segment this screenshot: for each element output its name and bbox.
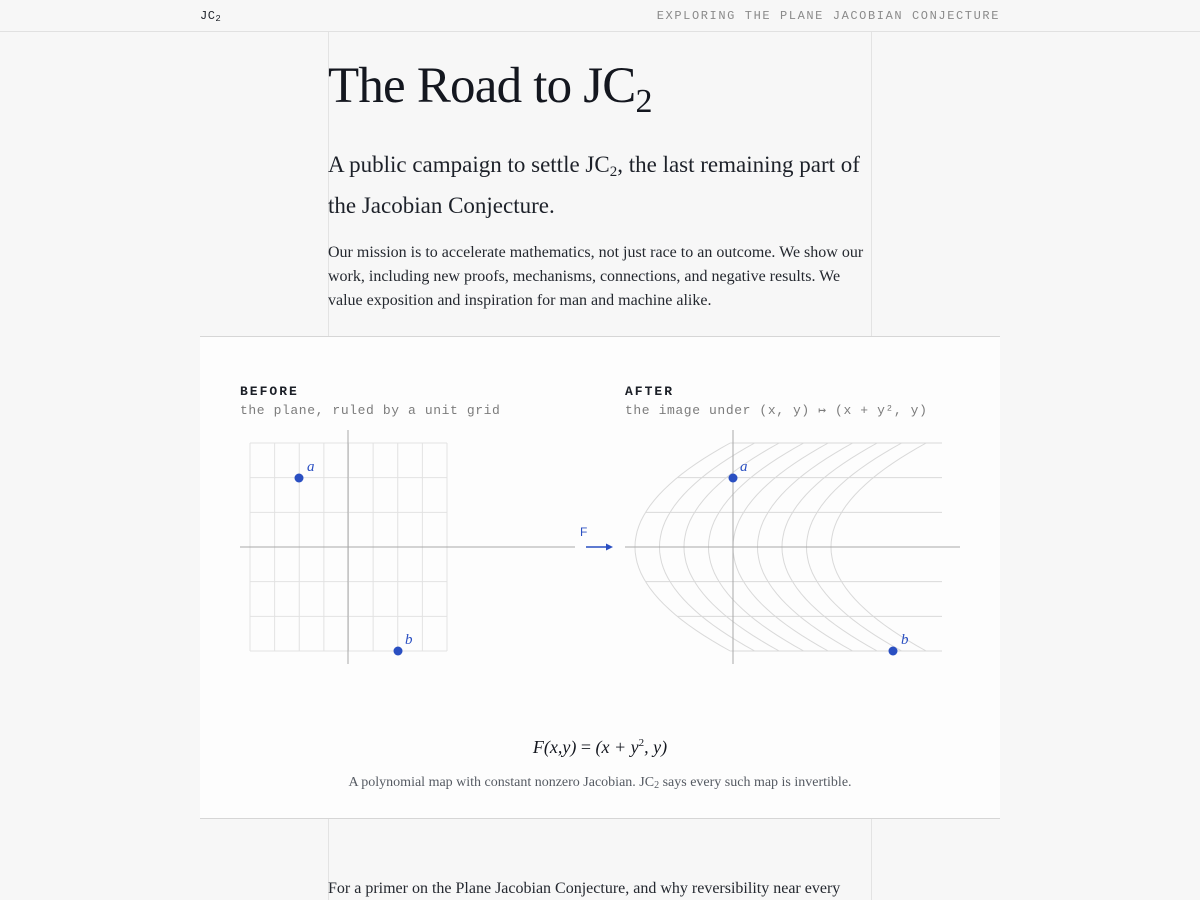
primer-paragraph: For a primer on the Plane Jacobian Conjecture, and why reversibility near every: [328, 880, 841, 897]
formula-exponent: 2: [638, 737, 645, 749]
hero-section: [328, 58, 888, 313]
after-point-b: [889, 647, 898, 656]
before-point-a: [295, 474, 304, 483]
caption-text-start: A polynomial map with constant nonzero Jacobian. JC: [348, 775, 655, 790]
map-formula: [200, 737, 1000, 758]
before-label: BEFORE: [240, 384, 299, 399]
before-point-b: [394, 647, 403, 656]
map-arrow-icon: [586, 544, 613, 551]
formula-equals: =: [576, 737, 596, 757]
formula-rhs-open: (x + y: [595, 737, 639, 757]
figure-caption: [200, 775, 1000, 791]
map-figure: [200, 336, 1000, 819]
before-description: the plane, ruled by a unit grid: [240, 403, 501, 418]
brand-logo-link[interactable]: [200, 9, 221, 24]
page-title-subscript: 2: [635, 83, 652, 120]
after-label: AFTER: [625, 384, 675, 399]
site-tagline: EXPLORING THE PLANE JACOBIAN CONJECTURE: [656, 9, 1000, 23]
mission-paragraph: Our mission is to accelerate mathematics, not just race to an outcome. We show our work, including new proofs, mechanisms, connections, and negative results. We value exposition and inspiration for man and machine alike.: [328, 244, 864, 309]
caption-subscript: 2: [654, 780, 660, 791]
top-bar: [0, 0, 1200, 32]
lede-subscript: 2: [609, 164, 618, 180]
page-title-text: The Road to JC: [328, 58, 636, 114]
after-description: the image under (x, y) ↦ (x + y², y): [625, 403, 928, 418]
lede-paragraph: [328, 148, 873, 222]
brand-subscript: 2: [215, 14, 222, 24]
formula-lhs: F(x,y): [532, 737, 577, 757]
formula-rhs-close: , y): [644, 737, 668, 757]
after-point-a-label: a: [740, 459, 748, 475]
lede-text-end: , the last remaining part of the Jacobian Conjecture.: [328, 152, 860, 218]
after-point-a: [729, 474, 738, 483]
before-point-a-label: a: [307, 459, 315, 475]
page-title: [328, 58, 888, 130]
before-point-b-label: b: [405, 632, 413, 648]
map-arrow-label: F: [580, 525, 588, 539]
caption-text-end: says every such map is invertible.: [659, 775, 852, 790]
lede-text-start: A public campaign to settle JC: [328, 152, 610, 177]
after-point-b-label: b: [901, 632, 909, 648]
brand-text: JC: [200, 9, 216, 23]
